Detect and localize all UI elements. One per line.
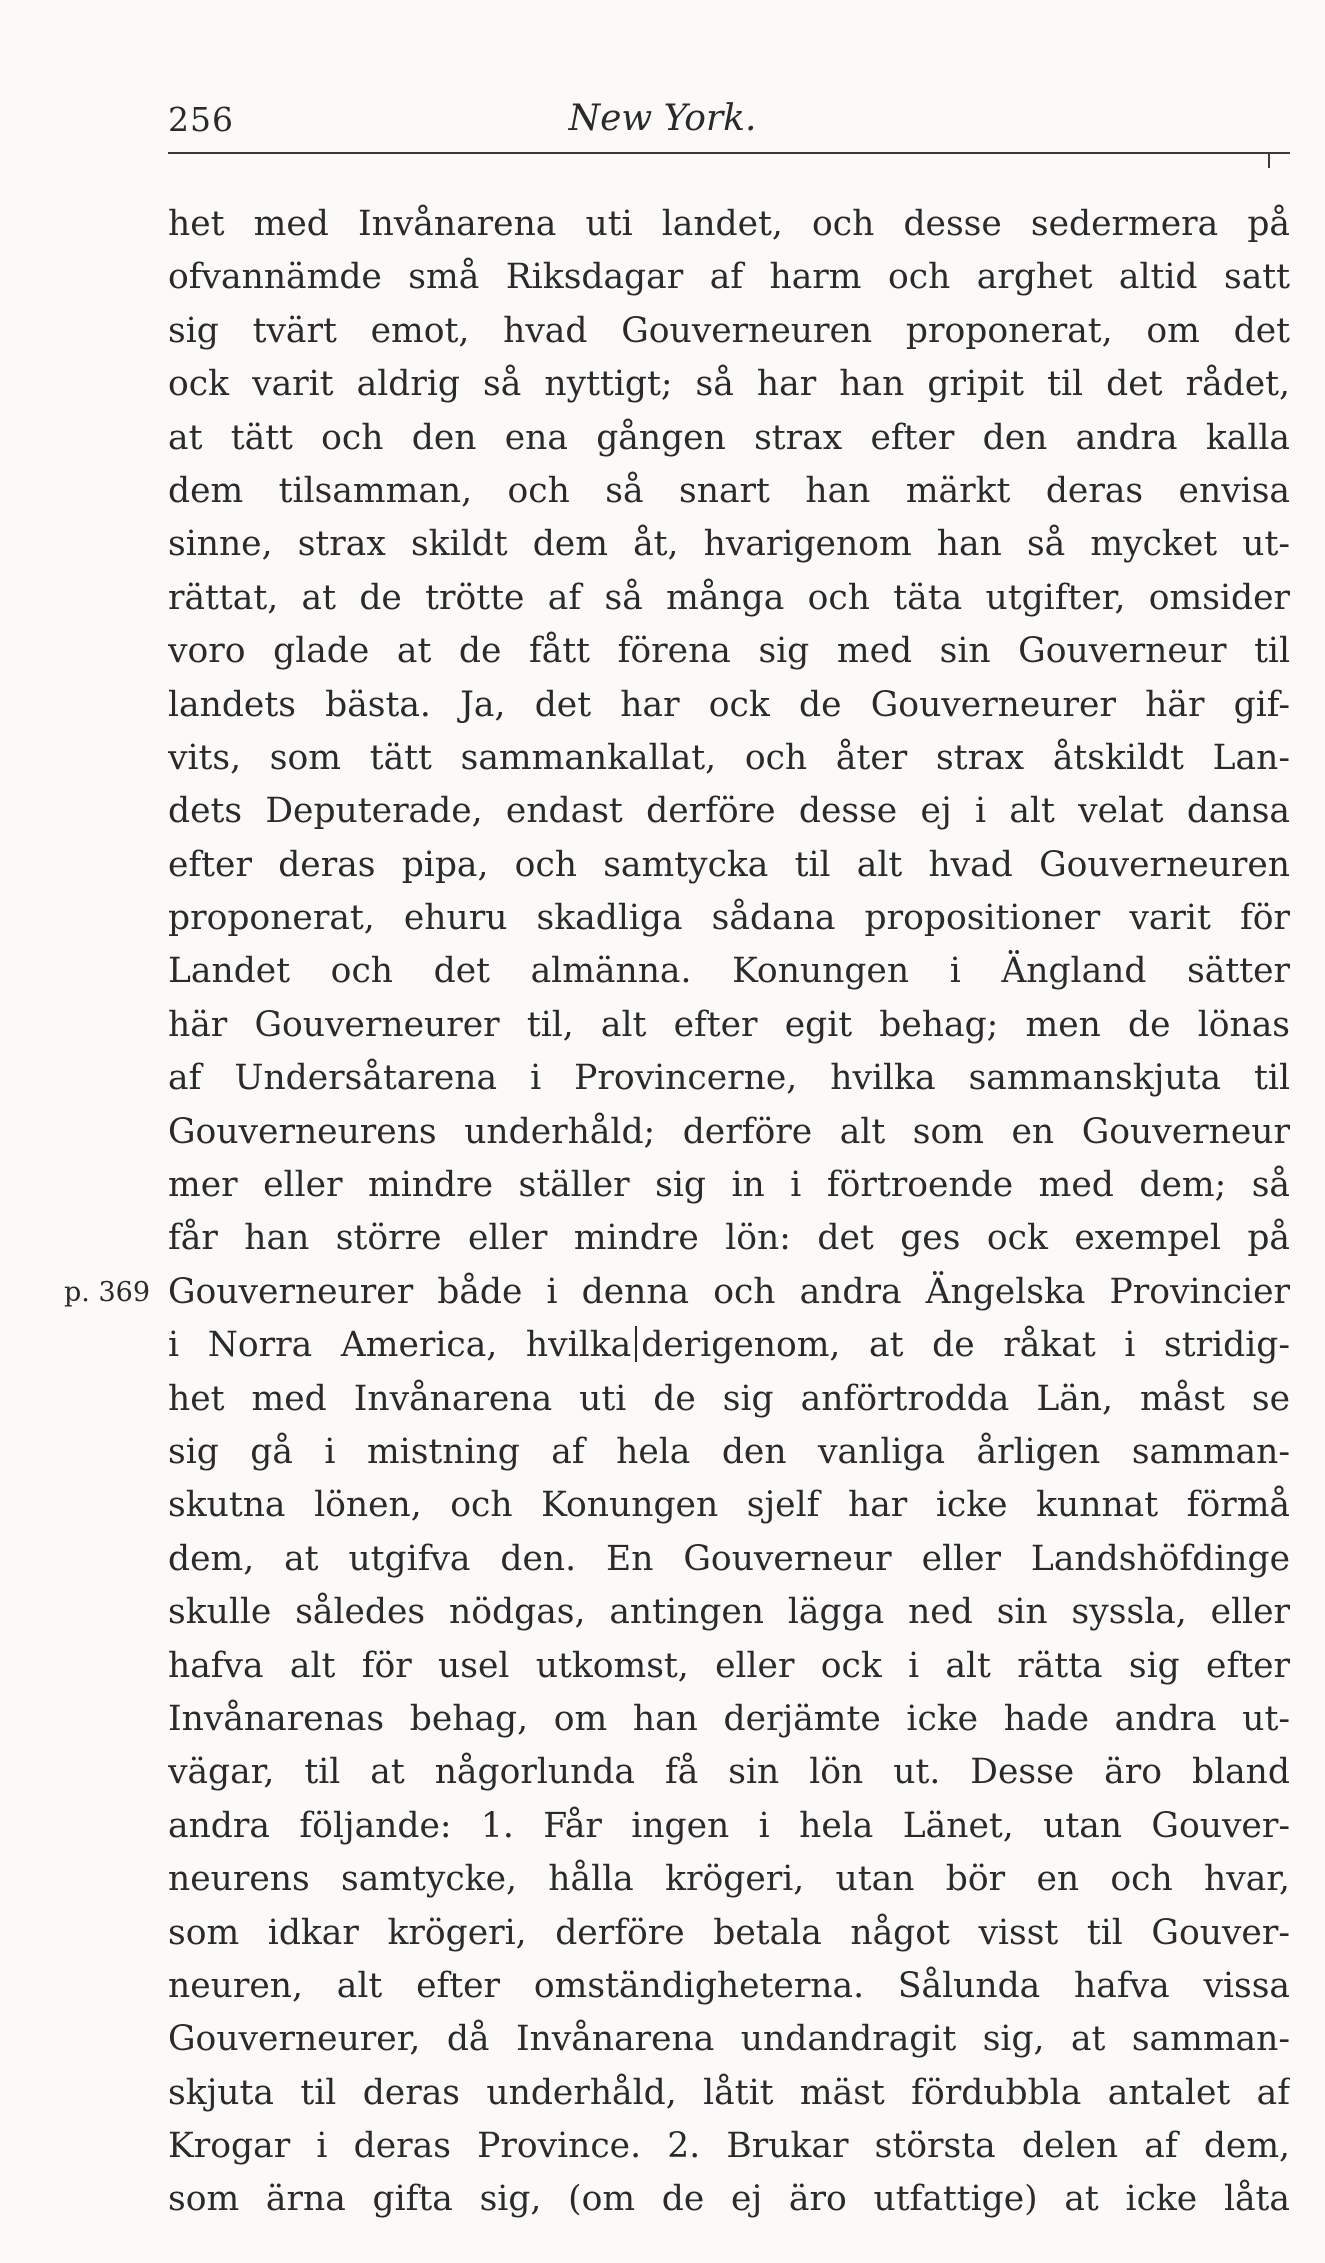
running-title: New York. [568,98,757,139]
line-segment-after-break: derigenom, at de råkat i stridig- [641,1325,1290,1366]
text-line: sig gå i mistning af hela den vanliga årligen samman- [168,1431,1290,1472]
text-line: ofvannämde små Riksdagar af harm och arghet altid satt [168,257,1290,298]
text-line: Invånarenas behag, om han derjämte icke hade andra ut- [168,1698,1290,1739]
text-line: skutna lönen, och Konungen sjelf har icke kunnat förmå [168,1485,1290,1526]
header-rule [168,152,1290,154]
text-line: neurens samtycke, hålla krögeri, utan bör en och hvar, [168,1859,1290,1900]
text-line: Gouverneurens underhåld; derföre alt som en Gouverneur [168,1111,1290,1152]
text-line: at tätt och den ena gången strax efter den andra kalla [168,417,1290,458]
text-line: Gouverneurer både i denna och andra Ängelska Provincier [168,1271,1290,1312]
text-line: mer eller mindre ställer sig in i förtroende med dem; så [168,1165,1290,1206]
text-line: dets Deputerade, endast derföre desse ej i alt velat dansa [168,791,1290,832]
margin-page-reference: p. 369 [64,1277,150,1308]
text-line: här Gouverneurer til, alt efter egit behag; men de lönas [168,1004,1290,1045]
text-line: landets bästa. Ja, det har ock de Gouverneurer här gif- [168,684,1290,725]
page-break-marker [635,1326,637,1362]
text-line: vägar, til at någorlunda få sin lön ut. Desse äro bland [168,1752,1290,1793]
text-line: dem tilsamman, och så snart han märkt deras envisa [168,470,1290,511]
text-line: skulle således nödgas, antingen lägga ned sin syssla, eller [168,1592,1290,1633]
text-line: dem, at utgifva den. En Gouverneur eller Landshöfdinge [168,1538,1290,1579]
text-line: skjuta til deras underhåld, låtit mäst fördubbla antalet af [168,2072,1290,2113]
text-line: som idkar krögeri, derföre betala något visst til Gouver- [168,1912,1290,1953]
text-line: sinne, strax skildt dem åt, hvarigenom han så mycket ut- [168,524,1290,565]
text-line: rättat, at de trötte af så många och täta utgifter, omsider [168,577,1290,618]
body-text [168,198,1290,2227]
text-line: Landet och det almänna. Konungen i Ängland sätter [168,951,1290,992]
text-line: Krogar i deras Province. 2. Brukar största delen af dem, [168,2126,1290,2167]
line-segment-before-break: i Norra America, hvilka [168,1325,632,1366]
page-number: 256 [168,100,234,139]
text-line: andra följande: 1. Får ingen i hela Länet, utan Gouver- [168,1805,1290,1846]
text-line: af Undersåtarena i Provincerne, hvilka sammanskjuta til [168,1058,1290,1099]
text-line: som ärna gifta sig, (om de ej äro utfattige) at icke låta [168,2179,1290,2220]
text-line: het med Invånarena uti landet, och desse sedermera på [168,204,1290,244]
text-line: vits, som tätt sammankallat, och åter strax åtskildt Lan- [168,737,1290,778]
text-line: Gouverneurer, då Invånarena undandragit sig, at samman- [168,2019,1290,2060]
text-line: neuren, alt efter omständigheterna. Sålunda hafva vissa [168,1965,1290,2006]
text-line: ock varit aldrig så nyttigt; så har han gripit til det rådet, [168,364,1290,405]
text-line-with-page-break [168,1319,1290,1372]
text-line: sig tvärt emot, hvad Gouverneuren proponerat, om det [168,310,1290,351]
text-line: het med Invånarena uti de sig anförtrodda Län, måst se [168,1378,1290,1419]
header-rule-tick [1268,152,1270,168]
text-line: efter deras pipa, och samtycka til alt hvad Gouverneuren [168,844,1290,885]
text-line: voro glade at de fått förena sig med sin Gouverneur til [168,631,1290,672]
text-line: hafva alt för usel utkomst, eller ock i alt rätta sig efter [168,1645,1290,1686]
text-line: proponerat, ehuru skadliga sådana propositioner varit för [168,898,1290,939]
text-line: får han större eller mindre lön: det ges ock exempel på [168,1218,1290,1259]
